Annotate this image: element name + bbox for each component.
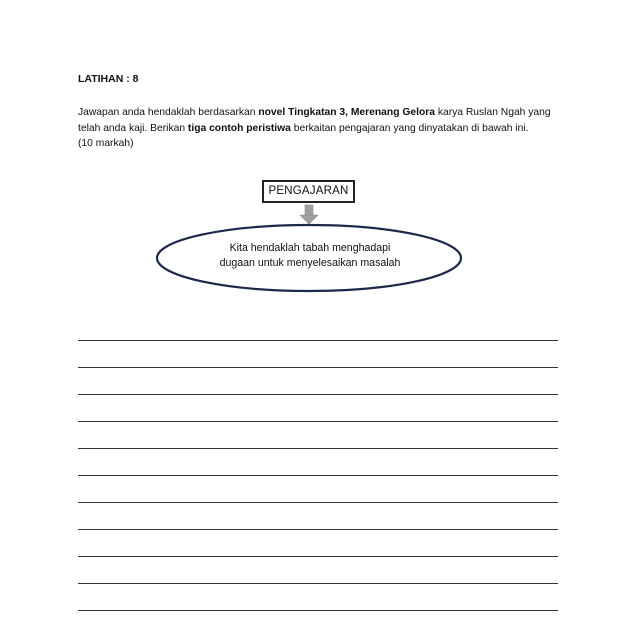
answer-line[interactable]	[78, 556, 558, 557]
answer-line[interactable]	[78, 583, 558, 584]
instructions-text-1: Jawapan anda hendaklah berdasarkan	[78, 107, 259, 118]
lesson-line-1: Kita hendaklah tabah menghadapi	[229, 242, 391, 254]
pengajaran-box: PENGAJARAN	[262, 180, 355, 203]
answer-line[interactable]	[78, 502, 558, 503]
exercise-heading: LATIHAN : 8	[78, 73, 139, 85]
answer-line[interactable]	[78, 421, 558, 422]
instructions-text-3: berkaitan pengajaran yang dinyatakan di bawah ini.	[290, 122, 529, 134]
answer-line[interactable]	[78, 367, 558, 368]
answer-line[interactable]	[78, 448, 558, 449]
instructions-bold-events: tiga contoh peristiwa	[187, 122, 291, 134]
answer-line[interactable]	[78, 610, 558, 611]
answer-lines	[78, 0, 558, 630]
instructions-text-2: karya Ruslan Ngah yang telah anda kaji. Berikan	[78, 107, 551, 134]
answer-line[interactable]	[78, 394, 558, 395]
answer-line[interactable]	[78, 529, 558, 530]
marks-note: (10 markah)	[78, 138, 134, 149]
answer-line[interactable]	[78, 475, 558, 476]
lesson-line-2: dugaan untuk menyelesaikan masalah	[219, 257, 401, 269]
instructions-bold-novel: novel Tingkatan 3, Merenang Gelora	[258, 107, 435, 118]
answer-line[interactable]	[78, 340, 558, 341]
